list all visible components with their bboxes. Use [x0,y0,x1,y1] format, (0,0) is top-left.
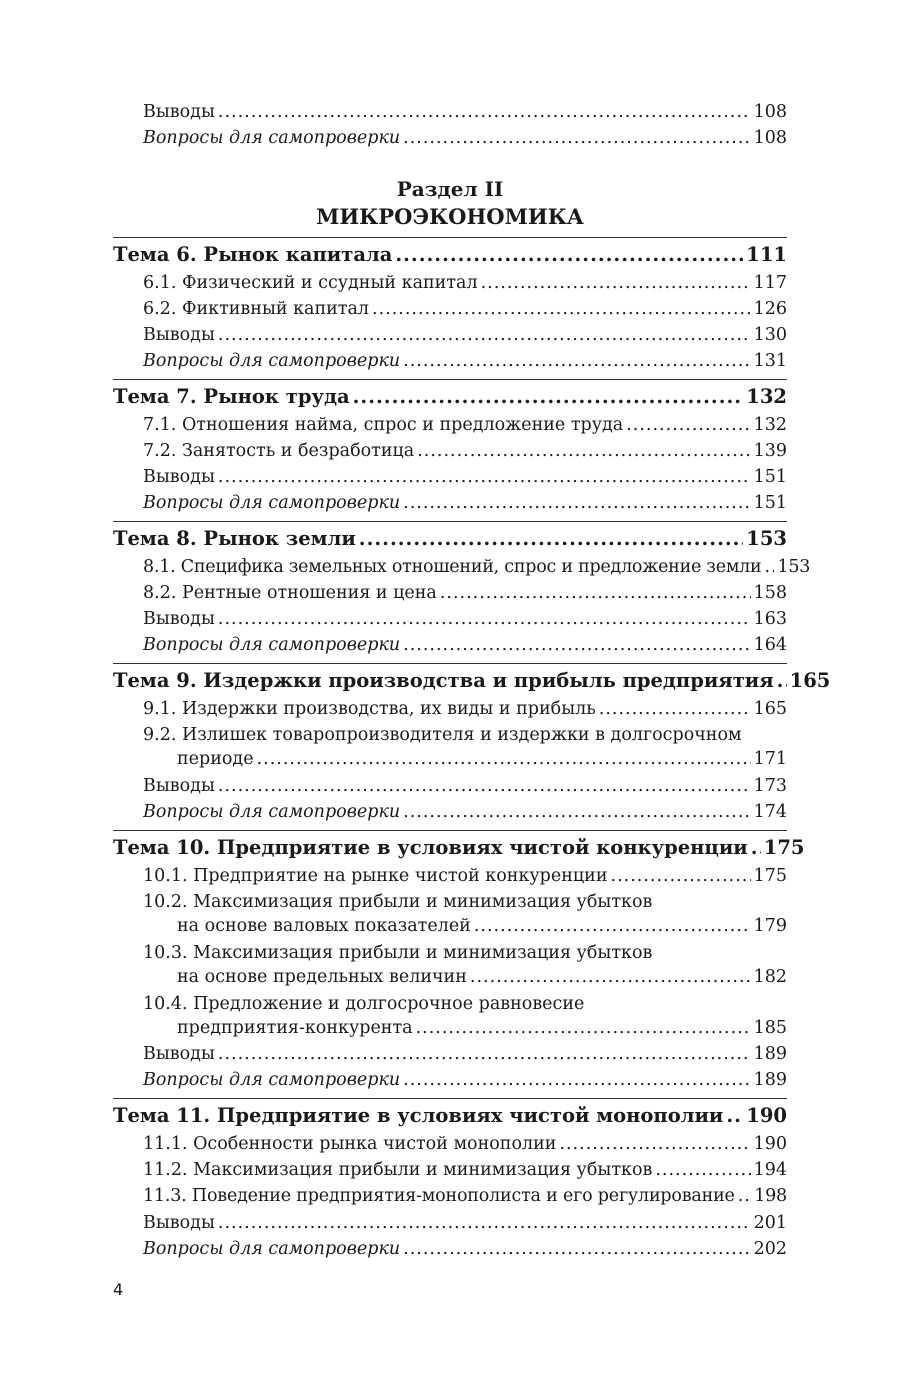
leader-dots [416,1016,751,1040]
toc-entry-page: 164 [753,635,787,655]
toc-entry-page: 131 [753,351,787,371]
leader-dots [626,413,750,437]
leader-dots [611,864,751,888]
divider [113,521,787,522]
toc-entry [143,126,787,150]
toc-topic-page: 165 [789,669,831,692]
toc-entry-label: Выводы [143,1044,215,1064]
toc-entry-first-line [143,941,787,965]
leader-dots [559,1132,750,1156]
toc-topic-title: Тема 9. Издержки производства и прибыль предприятия [113,669,774,692]
toc-topic [113,667,831,695]
toc-entry-label: 9.2. Излишек товаропроизводителя и издержки в долгосрочном [143,725,742,745]
toc-entry [143,349,787,373]
toc-entry-page: 175 [753,866,787,886]
divider [113,830,787,831]
leader-dots [738,1184,751,1208]
toc-topic-title: Тема 8. Рынок земли [113,527,356,550]
toc-entry [143,774,787,798]
toc-entry-label: Вопросы для самопроверки [143,351,401,371]
toc-entry-label-cont: на основе предельных величин [177,967,467,987]
toc-entry [143,1237,787,1261]
toc-entry-page: 189 [753,1044,787,1064]
toc-entry-page: 179 [753,916,787,936]
toc-entry [143,1042,787,1066]
leader-dots [751,834,761,862]
toc-entry [143,607,787,631]
toc-entry-page: 132 [753,415,787,435]
toc-topic-page: 111 [746,243,787,266]
toc-entry [143,1132,787,1156]
leader-dots [257,747,751,771]
toc-topic-title: Тема 10. Предприятие в условиях чистой конкуренции [113,836,748,859]
toc-entry-label: Вопросы для самопроверки [143,802,401,822]
leader-dots [777,667,787,695]
toc-entry-label: 10.3. Максимизация прибыли и минимизация убытков [143,943,653,963]
toc-entry-page: 185 [753,1018,787,1038]
toc-entry-page: 130 [753,325,787,345]
leader-dots [218,607,751,631]
toc-entry-first-line [143,890,787,914]
toc-entry [143,864,787,888]
toc-entry [143,633,787,657]
toc-entry-label: 9.1. Издержки производства, их виды и прибыль [143,699,596,719]
toc-entry-page: 165 [753,699,787,719]
toc-entry-label: 10.1. Предприятие на рынке чистой конкуренции [143,866,608,886]
toc-entry-page: 139 [753,441,787,461]
leader-dots [403,800,750,824]
toc-entry [143,555,811,579]
toc-entry [143,297,787,321]
toc-entry-page: 194 [753,1160,787,1180]
toc-entry-label: 10.2. Максимизация прибыли и минимизация убытков [143,892,653,912]
toc-entry-label: Выводы [143,102,215,122]
toc-entry-label: Вопросы для самопроверки [143,493,401,513]
toc-entry-page: 202 [753,1239,787,1259]
section-title: Раздел II [396,177,504,201]
leader-dots [403,491,750,515]
toc-entry-label: 11.3. Поведение предприятия-монополиста и его регулирование [143,1186,735,1206]
leader-dots [218,1211,751,1235]
toc-entry [143,1158,787,1182]
toc-entry-page: 151 [753,493,787,513]
toc-entry [177,914,787,938]
leader-dots [403,633,750,657]
toc-entry-page: 201 [753,1213,787,1233]
leader-dots [403,1068,750,1092]
toc-entry-label: 10.4. Предложение и долгосрочное равновесие [143,994,585,1014]
toc-entry [143,581,787,605]
toc-entry-page: 198 [754,1186,787,1206]
toc-topic-page: 190 [746,1104,787,1127]
toc-entry [143,697,787,721]
toc-entry-page: 153 [777,557,811,577]
toc-entry-label-cont: предприятия-конкурента [177,1018,413,1038]
toc-entry-label: 8.2. Рентные отношения и цена [143,583,437,603]
toc-entry-page: 163 [753,609,787,629]
toc-topic [113,383,787,411]
toc-entry [143,439,787,463]
toc-entry [177,965,787,989]
toc-entry-label: Выводы [143,609,215,629]
toc-topic-title: Тема 7. Рынок труда [113,385,350,408]
toc-entry [177,1016,787,1040]
toc-entry-label: 11.2. Максимизация прибыли и минимизация убытков [143,1160,653,1180]
toc-entry [143,323,787,347]
toc-entry-first-line [143,723,787,747]
toc-topic [113,525,787,553]
leader-dots [440,581,751,605]
leader-dots [359,525,743,553]
toc-entry [143,465,787,489]
toc-entry-page: 182 [753,967,787,987]
toc-entry-label: Выводы [143,325,215,345]
leader-dots [726,1102,743,1130]
toc-topic [113,241,787,269]
toc-entry-label-cont: периоде [177,749,254,769]
toc-entry-label: Выводы [143,776,215,796]
toc-entry-page: 151 [753,467,787,487]
toc-entry-page: 189 [753,1070,787,1090]
toc-entry [143,413,787,437]
toc-entry-label: Вопросы для самопроверки [143,128,401,148]
toc-entry-label: 6.2. Фиктивный капитал [143,299,370,319]
leader-dots [474,914,751,938]
divider [113,379,787,380]
leader-dots [218,774,751,798]
leader-dots [403,1237,750,1261]
leader-dots [353,383,744,411]
toc-entry-label: 8.1. Специфика земельных отношений, спрос и предложение земли [143,557,762,577]
toc-entry [143,1211,787,1235]
toc-entry-label: Выводы [143,1213,215,1233]
toc-entry-page: 174 [753,802,787,822]
toc-entry [143,1184,787,1208]
leader-dots [764,555,774,579]
toc-entry-page: 158 [753,583,787,603]
toc-entry-page: 190 [753,1134,787,1154]
toc-entry-label: 7.1. Отношения найма, спрос и предложение труда [143,415,624,435]
toc-topic-page: 132 [746,385,787,408]
toc-entry [143,100,787,124]
toc-entry-page: 173 [753,776,787,796]
toc-entry-page: 108 [753,128,787,148]
toc-entry [143,491,787,515]
toc-entry [143,800,787,824]
leader-dots [655,1158,750,1182]
leader-dots [403,349,750,373]
toc-topic-title: Тема 11. Предприятие в условиях чистой монополии [113,1104,724,1127]
leader-dots [481,271,751,295]
toc-entry [143,271,787,295]
toc-topic [113,1102,787,1130]
toc-entry [143,1068,787,1092]
leader-dots [470,965,751,989]
toc-entry-label: Вопросы для самопроверки [143,1070,401,1090]
toc-entry-label: Вопросы для самопроверки [143,635,401,655]
leader-dots [395,241,743,269]
section-subtitle: МИКРОЭКОНОМИКА [316,204,584,229]
leader-dots [417,439,750,463]
toc-topic-page: 153 [746,527,787,550]
divider [113,1098,787,1099]
leader-dots [599,697,751,721]
toc-topic [113,834,805,862]
page-number: 4 [113,1280,124,1299]
toc-entry-label: Вопросы для самопроверки [143,1239,401,1259]
toc-entry-page: 108 [753,102,787,122]
toc-entry [177,747,787,771]
leader-dots [218,465,751,489]
toc-entry-page: 126 [753,299,787,319]
divider [113,237,787,238]
leader-dots [218,100,751,124]
divider [113,663,787,664]
leader-dots [218,1042,751,1066]
toc-entry-label: 6.1. Физический и ссудный капитал [143,273,478,293]
toc-entry-page: 117 [753,273,787,293]
toc-topic-page: 175 [763,836,805,859]
leader-dots [218,323,751,347]
leader-dots [403,126,750,150]
toc-entry-label: 7.2. Занятость и безработица [143,441,415,461]
toc-entry-page: 171 [753,749,787,769]
toc-entry-label-cont: на основе валовых показателей [177,916,471,936]
leader-dots [372,297,751,321]
toc-topic-title: Тема 6. Рынок капитала [113,243,393,266]
toc-entry-first-line [143,992,787,1016]
toc-entry-label: 11.1. Особенности рынка чистой монополии [143,1134,557,1154]
toc-entry-label: Выводы [143,467,215,487]
